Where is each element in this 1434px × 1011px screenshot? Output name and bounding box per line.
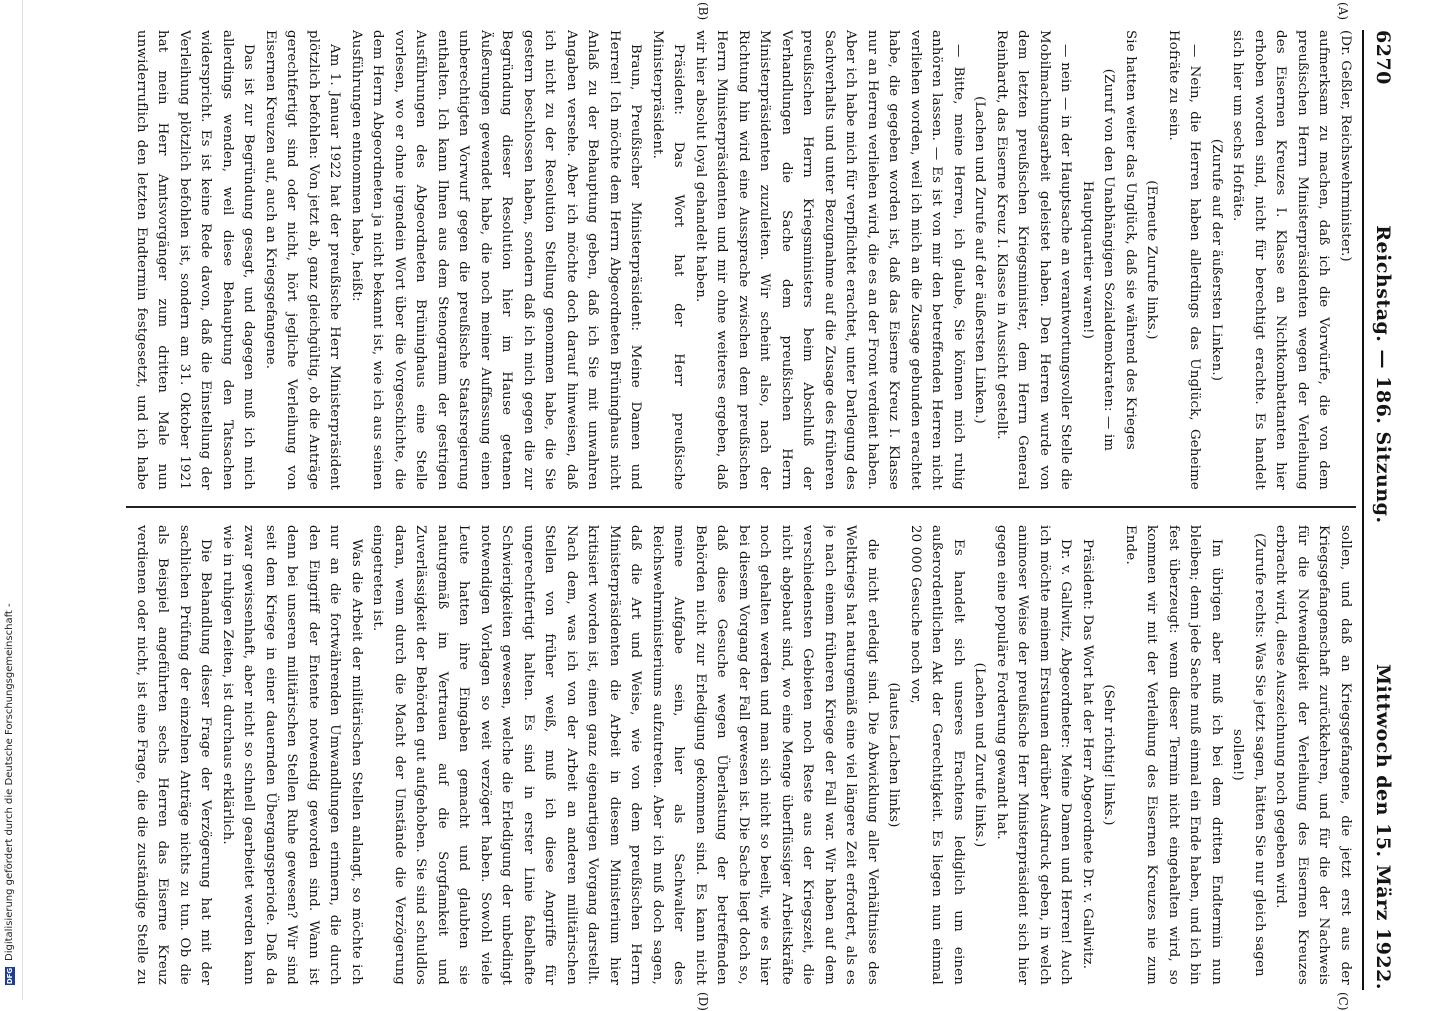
digitization-credit: [4, 5, 15, 985]
page-number: 6270: [1372, 30, 1394, 85]
scanned-document-page: [110, 2, 1400, 1011]
paragraph: (Zuruf von den Unabhängigen Sozialdemokraten: — im Hauptquartier waren!): [1080, 68, 1117, 452]
paragraph: Braun, Preußischer Ministerpräsident: Meine Damen und Herren! Ich möchte dem Herrn Abgeordneten Brüninghaus nicht Anlaß zu der Behauptung geben, daß ich Sie mit unwahren Angaben versehe. Aber ich möchte doch darauf hinweisen, daß ich nicht zu der Resolution Stellung genommen habe, die Sie gestern beschlossen haben, sondern daß ich mich gegen die zur Begründung dieser Resolution hier im Hause getanen Äußerungen gewendet habe, die noch meiner Auffassung einen unberechtigten Vorwurf gegen die preußische Staatsregierung enthalten. Ich kann Ihnen aus dem Stenogramm der gestrigen Ausführungen des Abgeordneten Brüninghaus eine Stelle vorlesen, wo er ohne irgendein Wort über die Vorgeschichte, die dem Herrn Abgeordneten ja nicht bekannt ist, wie ich aus seinen Ausführungen entnommen habe, heißt:: [349, 30, 644, 490]
paragraph: (Dr. Geßler, Reichswehrminister.): [1338, 30, 1353, 262]
paragraph: (Erneute Zurufe links.): [1144, 180, 1160, 340]
paragraph: (Sehr richtig! links.): [1101, 684, 1117, 826]
margin-marker-d: (D): [696, 992, 710, 1011]
header-rule: [1362, 30, 1364, 990]
paragraph: (lautes Lachen links): [886, 682, 902, 828]
page-header: [1366, 30, 1400, 990]
paragraph: — Bitte, meine Herren, ich glaube, Sie können mich ruhig anhören lassen. — Es ist von mir den betreffenden Herren nicht verliehen worden, weil ich mich an die Zusage gebunden erachtet habe, die gegeben worden ist, daß das Eiserne Kreuz I. Klasse nur an Herren verliehen wird, die es an der Front verdient haben. Aber ich habe mich für verpflichtet erachtet, unter Darlegung des Sachverhalts und unter Bezugnahme auf die Zusage des früheren preußischen Herrn Kriegsministers beim Abschluß der Verhandlungen die Sache dem preußischen Herrn Ministerpräsidenten zuzuleiten. Wir scheint also, nach der Richtung hin wird eine Aussprache zwischen dem preußischen Herrn Ministerpräsidenten und mir ohne weiteres ergeben, daß wir hier absolut loyal gehandelt haben.: [693, 30, 966, 490]
paragraph: Präsident: Das Wort hat der Herr preußische Ministerpräsident.: [650, 30, 687, 490]
paragraph: — nein — in der Hauptsache an verantwortungsvoller Stelle die Mobilmachungsarbeit geleistet haben. Den Herren wurde von dem letzten preußischen Kriegsminister, dem Herrn General Reinhardt, das Eiserne Kreuz I. Klasse in Aussicht gestellt.: [994, 30, 1074, 490]
right-text-column: [126, 525, 1356, 985]
margin-marker-c: (C): [1336, 992, 1350, 1011]
session-title: Reichstag. — 186. Sitzung.: [1372, 225, 1394, 524]
paragraph: Am 1. Januar 1922 hat der preußische Herr Ministerpräsident plötzlich befohlen: Von jetzt ab, ganz gleichgültig, ob die Anträge gerechtfertigt sind oder nicht, hört jegliche Verleihung von Eisernen Kreuzen auf, auch an Kriegsgefangene.: [263, 30, 343, 490]
paragraph: (Lachen und Zurufe links.): [972, 662, 988, 848]
digitization-credit-text: Digitalisierung gefördert durch die Deutsche Forschungsgemeinschaft -: [4, 603, 15, 961]
left-text-column: [126, 30, 1356, 490]
paragraph: Es handelt sich unseres Erachtens lediglich um einen außerordentlichen Akt der Gerechtigkeit. Es liegen nun einmal 20 000 Gesuche noch vor,: [908, 525, 966, 985]
paragraph: Was die Arbeit der militärischen Stellen anlangt, so möchte ich nur an die fortwährenden Umwandlungen erinnern, die durch den Eingriff der Entente notwendig geworden sind. Wann ist denn bei unseren militärischen Stellen Ruhe gewesen? Wir sind seit dem Kriege in einer dauernden Übergangsperiode. Daß da zwar gewissenhaft, aber nicht so schnell gearbeitet werden kann wie in ruhigen Zeiten, ist durchaus erklärlich.: [220, 525, 364, 985]
paragraph: aufmerksam zu machen, daß ich die Vorwürfe, die von dem preußischen Herrn Ministerpräsidenten wegen der Verleihung des Eisernen Kreuzes I. Klasse an Nichtkombattanten hier erhoben worden sind, nicht für berechtigt erachte. Es handelt sich hier um sechs Hofräte.: [1230, 30, 1332, 490]
paragraph: (Zurufe rechts: Was Sie jetzt sagen, hätten Sie nur gleich sagen sollen!): [1230, 533, 1267, 977]
margin-marker-a: (A): [1336, 2, 1350, 21]
paragraph: Sie hatten weiter das Unglück, daß sie während des Krieges: [1123, 30, 1138, 450]
paragraph: (Zurufe auf der äußersten Linken.): [1209, 138, 1224, 382]
paragraph: sollen, und daß an Kriegsgefangene, die jetzt erst aus der Kriegsgefangenschaft zurückkehren, und für die der Nachweis für die Notwendigkeit der Verleihung des Eisernen Kreuzes erbracht wird, diese Auszeichnung noch gegeben wird.: [1273, 525, 1353, 985]
paragraph: — Nein, die Herren haben allerdings das Unglück, Geheime Hofräte zu sein.: [1166, 30, 1203, 490]
paragraph: Die Behandlung dieser Frage der Verzögerung hat mit der sachlichen Prüfung der einzelnen Anträge nichts zu tun. Ob die als Beispiel angeführten sechs Herren das Eiserne Kreuz verdienen oder nicht, ist eine Frage, die die zuständige Stelle zu: [134, 525, 214, 985]
dfg-logo: DFG: [5, 967, 14, 985]
paragraph: Das ist zur Begründung gesagt, und dagegen muß ich mich allerdings wenden, weil diese Behauptung den Tatsachen widerspricht. Es ist keine Rede davon, daß die Einstellung der Verleihung plötzlich befohlen ist, sondern am 31. Oktober 1921 hat mein Herr Amtsvorgänger zum dritten Male nun unwiderruflich den letzten Endtermin festgesetzt, und ich habe: [134, 30, 257, 490]
paragraph: Dr. v. Gallwitz, Abgeordneter: Meine Damen und Herren! Auch ich möchte meinem Erstaunen darüber Ausdruck geben, in welch animoser Weise der preußische Herr Ministerpräsident sich hier gegen eine populäre Forderung gewandt hat.: [994, 525, 1074, 985]
paragraph: die nicht erledigt sind. Die Abwicklung aller Verhältnisse des Weltkriegs hat naturgemäß eine viel längere Zeit erfordert, als es je nach einem früheren Kriege der Fall war. Wir haben auf dem verschiedensten Gebieten noch Reste aus der Kriegszeit, die nicht abgebaut sind, wo eine Menge überflüssiger Arbeitskräfte noch gehalten werden und man sich nicht so beeilt, wie es hier bei diesem Vorgang der Fall gewesen ist. Die Sache liegt doch so, daß diese Gesuche wegen Überlastung der betreffenden Behörden nicht zur Erledigung gekommen sind. Es kann nicht meine Aufgabe sein, hier als Sachwalter des Reichswehrministeriums aufzutreten. Aber ich muß doch sagen, daß die Art und Weise, wie von dem preußischen Herrn Ministerpräsidenten die Arbeit in diesem Ministerium hier kritisiert worden ist, einen ganz eigenartigen Vorgang darstellt. Nach dem, was ich von der Arbeit an anderen militärischen Stellen von früher weiß, muß ich diese Angriffe für ungerechtfertigt halten. Es sind in erster Linie fabelhafte Schwierigkeiten gewesen, welche die Erledigung der unbedingt notwendigen Vorlagen so weit verzögert haben. Sowohl viele Leute hatten ihre Eingaben gemacht und glaubten sie naturgemäß im Vertrauen auf die Sorgfamkeit und Zuverlässigkeit der Behörden gut aufgehoben. Sie sind schuldlos daran, wenn durch die Macht der Umstände die Verzögerung eingetreten ist.: [370, 525, 880, 985]
paragraph: Im übrigen aber muß ich bei dem dritten Endtermin nun bleiben; denn jede Sache muß einmal ein Ende haben, und ich bin fest überzeugt: wenn dieser Termin nicht eingehalten wird, so kommen wir mit der Verleihung des Eisernen Kreuzes nie zum Ende.: [1123, 525, 1224, 985]
paragraph: Präsident: Das Wort hat der Herr Abgeordnete Dr. v. Gallwitz.: [1080, 539, 1095, 970]
session-date: Mittwoch den 15. März 1922.: [1372, 663, 1394, 990]
digitization-sidebar: [0, 0, 23, 1000]
paragraph: (Lachen und Zurufe auf der äußersten Linken.): [972, 96, 988, 424]
column-divider: [126, 506, 1356, 508]
margin-marker-b: (B): [696, 2, 710, 21]
